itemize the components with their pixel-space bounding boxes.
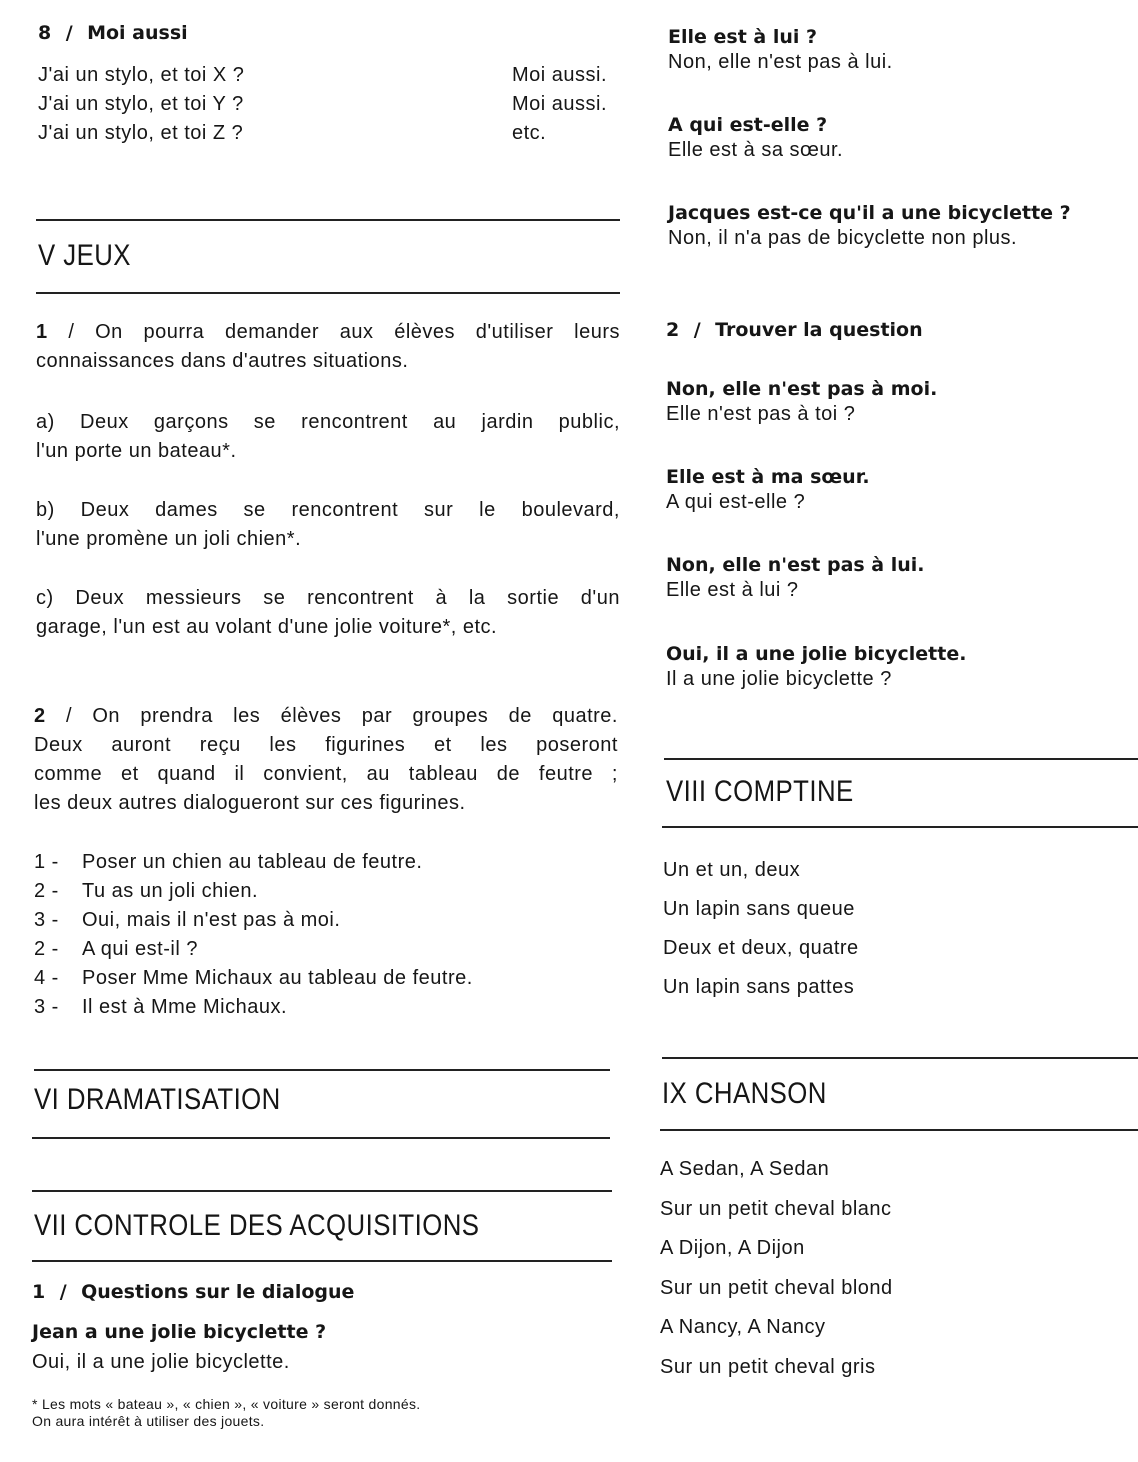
trouver-number: 2 [666, 319, 680, 341]
trouver-answer: Non, elle n'est pas à lui. [666, 554, 925, 576]
song-line: A Nancy, A Nancy [660, 1316, 826, 1338]
moi-aussi-rows [38, 61, 624, 148]
trouver-answer: Non, elle n'est pas à moi. [666, 378, 938, 400]
qa-answer: Elle est à sa sœur. [668, 139, 844, 161]
qa-pair [668, 202, 1071, 253]
title-separator: / [59, 1281, 67, 1303]
trouver-item [666, 643, 966, 694]
divider [664, 758, 1138, 760]
list-item: 1 - Poser un chien au tableau de feutre. [34, 851, 423, 873]
footnote-line: On aura intérêt à utiliser des jouets. [32, 1413, 265, 1429]
song-line: Sur un petit cheval blond [660, 1276, 893, 1299]
trouver-answer: Elle est à ma sœur. [666, 466, 870, 488]
question-title: Questions sur le dialogue [81, 1281, 355, 1303]
situation-b [36, 496, 620, 554]
qa-question: A qui est-elle ? [668, 114, 828, 136]
step-number: 1 [34, 851, 46, 873]
section-heading-chanson: IX CHANSON [662, 1077, 827, 1110]
trouver-title [666, 319, 923, 341]
line-text: On prendra les élèves par groupes de quatre. [92, 705, 618, 727]
dialogue-answer: Oui, il a une jolie bicyclette. [32, 1351, 290, 1373]
moi-aussi-row [38, 90, 624, 119]
section-heading-jeux: V JEUX [38, 239, 131, 272]
trouver-item [666, 466, 870, 517]
row-question: J'ai un stylo, et toi X ? [38, 64, 245, 86]
row-answer: Moi aussi. [512, 64, 608, 86]
section-heading-dramatisation: VI DRAMATISATION [34, 1083, 281, 1116]
list-item: 2 - Tu as un joli chien. [34, 880, 259, 902]
poem-line: Deux et deux, quatre [663, 937, 859, 959]
footnote [32, 1396, 552, 1430]
steps-list [34, 848, 618, 1022]
qa-question: Elle est à lui ? [668, 26, 818, 48]
qa-answer: Non, il n'a pas de bicyclette non plus. [668, 227, 1018, 249]
text-line: b) Deux dames se rencontrent sur le boulevard, [36, 499, 620, 521]
section-heading-controle: VII CONTROLE DES ACQUISITIONS [34, 1209, 480, 1242]
divider [36, 219, 620, 221]
list-item: 2 - A qui est-il ? [34, 938, 198, 960]
trouver-question: Il a une jolie bicyclette ? [666, 668, 892, 690]
title-separator: / [65, 22, 73, 44]
text-line: Deux auront reçu les figurines et les poseront [34, 734, 618, 756]
moi-aussi-row [38, 61, 624, 90]
jeux-paragraph-1 [36, 318, 620, 376]
step-number: 3 [34, 996, 46, 1018]
row-answer: Moi aussi. [512, 93, 608, 115]
text-line: garage, l'un est au volant d'une jolie voiture*, etc. [36, 616, 498, 638]
moi-aussi-label: Moi aussi [87, 22, 188, 44]
moi-aussi-title [38, 22, 188, 44]
divider [32, 1260, 612, 1262]
trouver-question: A qui est-elle ? [666, 491, 806, 513]
qa-pair [668, 114, 843, 165]
comptine-poem [663, 851, 859, 1007]
footnote-line: * Les mots « bateau », « chien », « voiture » seront donnés. [32, 1396, 421, 1412]
step-text: Tu as un joli chien. [82, 880, 259, 902]
step-text: Poser Mme Michaux au tableau de feutre. [82, 967, 473, 989]
step-number: 3 [34, 909, 46, 931]
paragraph-number: 2 [34, 705, 46, 727]
poem-line: Un et un, deux [663, 859, 801, 881]
divider [36, 292, 620, 294]
trouver-item [666, 378, 937, 429]
list-item: 4 - Poser Mme Michaux au tableau de feutre. [34, 967, 473, 989]
step-number: 4 [34, 967, 46, 989]
situation-c [36, 584, 620, 642]
text-line: l'un porte un bateau*. [36, 440, 237, 462]
text-line: les deux autres dialogueront sur ces figurines. [34, 792, 466, 814]
moi-aussi-number: 8 [38, 22, 52, 44]
song-line: A Sedan, A Sedan [660, 1158, 830, 1180]
row-question: J'ai un stylo, et toi Z ? [38, 122, 244, 144]
song-line: Sur un petit cheval gris [660, 1355, 876, 1378]
trouver-item [666, 554, 925, 605]
moi-aussi-row [38, 119, 624, 148]
step-text: Oui, mais il n'est pas à moi. [82, 909, 341, 931]
step-text: Poser un chien au tableau de feutre. [82, 851, 423, 873]
qa-answer: Non, elle n'est pas à lui. [668, 51, 893, 73]
poem-line: Un lapin sans queue [663, 898, 855, 920]
row-answer: etc. [512, 122, 547, 144]
step-text: Il est à Mme Michaux. [82, 996, 288, 1018]
qa-pair [668, 26, 893, 77]
trouver-answer: Oui, il a une jolie bicyclette. [666, 643, 967, 665]
step-number: 2 [34, 938, 46, 960]
divider [662, 1057, 1138, 1059]
question-number: 1 [32, 1281, 46, 1303]
song-line: A Dijon, A Dijon [660, 1237, 805, 1259]
section-heading-comptine: VIII COMPTINE [666, 775, 854, 808]
line-text: On pourra demander aux élèves d'utiliser leurs [95, 321, 620, 343]
qa-question: Jacques est-ce qu'il a une bicyclette ? [668, 202, 1071, 224]
divider [34, 1069, 610, 1071]
jeux-paragraph-2 [34, 702, 618, 818]
list-item: 3 - Oui, mais il n'est pas à moi. [34, 909, 341, 931]
trouver-question: Elle n'est pas à toi ? [666, 403, 856, 425]
text-line: l'une promène un joli chien*. [36, 528, 302, 550]
paragraph-number: 1 [36, 321, 48, 343]
dialogue-question: Jean a une jolie bicyclette ? [32, 1321, 327, 1343]
divider [32, 1190, 612, 1192]
controle-subtitle [32, 1281, 354, 1303]
poem-line: Un lapin sans pattes [663, 976, 855, 998]
divider [660, 1129, 1138, 1131]
trouver-label: Trouver la question [715, 319, 923, 341]
situation-a [36, 408, 620, 466]
text-line: connaissances dans d'autres situations. [36, 350, 409, 372]
text-line: comme et quand il convient, au tableau de feutre ; [34, 763, 618, 785]
divider [32, 1137, 610, 1139]
text-line: 1 / On pourra demander aux élèves d'utiliser leurs [36, 321, 620, 343]
divider [662, 826, 1138, 828]
trouver-question: Elle est à lui ? [666, 579, 799, 601]
chanson-song [660, 1150, 893, 1387]
text-line: a) Deux garçons se rencontrent au jardin public, [36, 411, 620, 433]
list-item: 3 - Il est à Mme Michaux. [34, 996, 288, 1018]
text-line: c) Deux messieurs se rencontrent à la sortie d'un [36, 587, 620, 609]
song-line: Sur un petit cheval blanc [660, 1197, 892, 1220]
title-separator: / [693, 319, 701, 341]
row-question: J'ai un stylo, et toi Y ? [38, 93, 244, 115]
step-text: A qui est-il ? [82, 938, 198, 960]
text-line: 2 / On prendra les élèves par groupes de quatre. [34, 705, 618, 727]
step-number: 2 [34, 880, 46, 902]
